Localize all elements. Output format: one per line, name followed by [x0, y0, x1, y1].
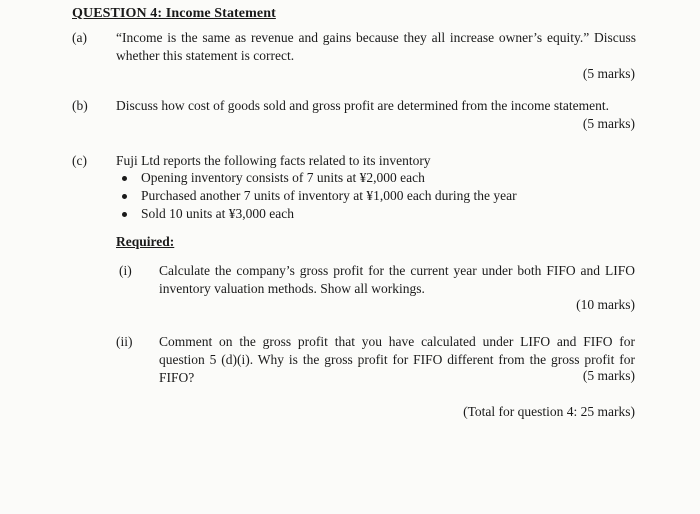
bullet-icon: [122, 194, 127, 199]
part-a-marks: (5 marks): [582, 66, 635, 81]
list-item: [118, 169, 598, 187]
list-item: [118, 187, 598, 205]
list-item: [118, 205, 598, 223]
sub-ii-marks: (5 marks): [582, 368, 635, 383]
sub-i-label: (i): [119, 263, 132, 278]
bullet-icon: [122, 212, 127, 217]
part-b-label: (b): [72, 98, 88, 113]
part-b-marks: (5 marks): [582, 116, 635, 131]
list-item-text: Sold 10 units at ¥3,000 each: [141, 206, 294, 221]
sub-ii-label: (ii): [116, 334, 133, 349]
required-heading: Required:: [116, 234, 175, 249]
sub-i-text: Calculate the company’s gross profit for the current year under both FIFO and LIFO inventory valuation methods. Show all workings.: [159, 263, 635, 296]
part-a-text: “Income is the same as revenue and gains because they all increase owner’s equity.” Discuss whether this statement is correct.: [116, 30, 636, 63]
list-item-text: Opening inventory consists of 7 units at ¥2,000 each: [141, 170, 425, 185]
part-c-intro: Fuji Ltd reports the following facts related to its inventory: [116, 153, 431, 168]
inventory-facts-list: [118, 169, 598, 223]
question-title: QUESTION 4: Income Statement: [72, 6, 276, 21]
bullet-icon: [122, 176, 127, 181]
part-b-text: Discuss how cost of goods sold and gross profit are determined from the income statement.: [116, 98, 610, 113]
list-item-text: Purchased another 7 units of inventory at ¥1,000 each during the year: [141, 188, 517, 203]
total-marks: (Total for question 4: 25 marks): [463, 404, 635, 419]
part-c-label: (c): [72, 153, 87, 168]
sub-i-marks: (10 marks): [576, 297, 635, 312]
sub-ii-text: Comment on the gross profit that you have calculated under LIFO and FIFO for question 5 (d)(i). Why is the gross profit for FIFO different from the gross profit for FIFO?: [159, 334, 635, 385]
part-a-label: (a): [72, 30, 87, 45]
